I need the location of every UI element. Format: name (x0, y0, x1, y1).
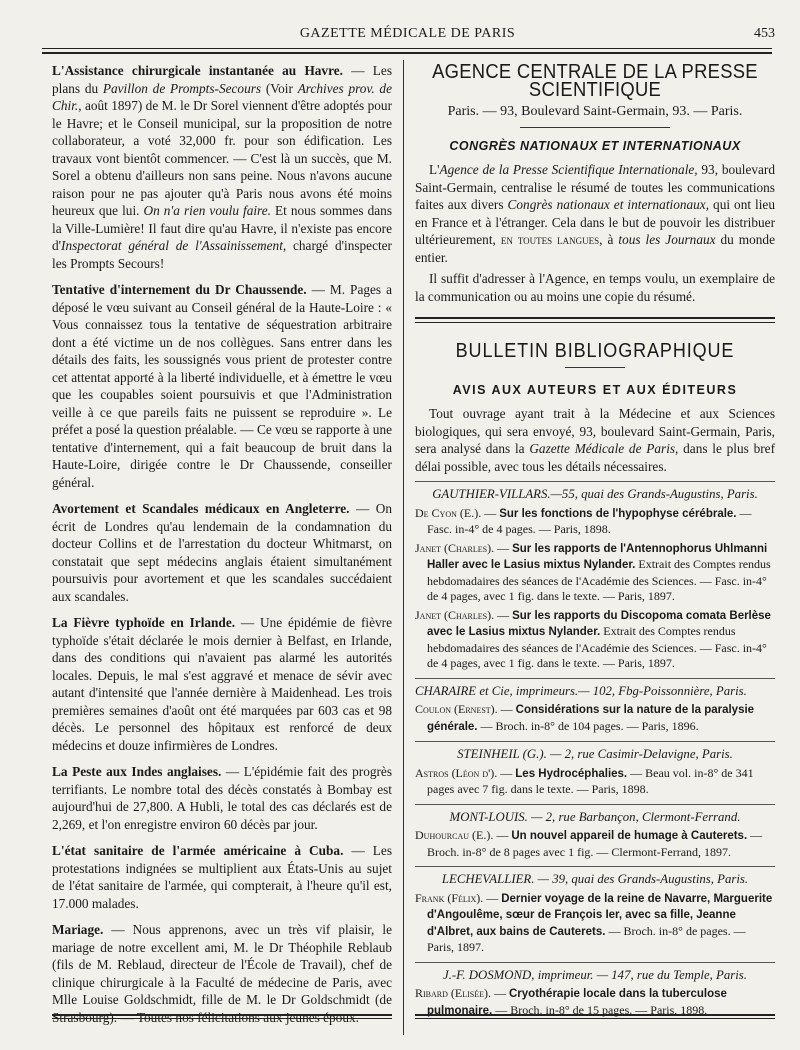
text: du monde entier. (415, 232, 775, 265)
right-column (415, 62, 775, 1022)
entry-author: Astros (Léon d'). (415, 765, 498, 780)
text: 93, boulevard Saint-Germain, centralise le résumé de toutes les communications faites aux divers (415, 162, 775, 212)
article-heading: L'état sanitaire de l'armée américaine à Cuba. (52, 843, 344, 858)
article-text: Et nous sommes dans la Ville-Lumière! Il faut dire qu'au Havre, il n'existe pas encore d' (52, 203, 392, 253)
page-header (40, 22, 775, 46)
column-divider (403, 60, 404, 1035)
footer-rule-left-thin (52, 1018, 392, 1019)
section-rule (520, 127, 670, 128)
entry-title: Dernier voyage de la reine de Navarre, Marguerite d'Angoulême, sœur de François Ier, avec sa fille, Jeanne d'Albret, aux bains de Cauterets. (427, 892, 773, 938)
article-havre (52, 62, 392, 272)
article-mariage (52, 921, 392, 1026)
text-italic: tous les Journaux (618, 232, 716, 247)
footer-rule-right (415, 1014, 775, 1016)
publisher-charaire: CHARAIRE et Cie, imprimeurs.— 102, Fbg-Poissonnière, Paris. (415, 683, 747, 698)
article-italic: Inspectorat général de l'Assainissement, (61, 238, 287, 253)
biblio-entry (415, 828, 775, 860)
entry-sep: — (497, 765, 516, 780)
avis-title: AVIS AUX AUTEURS ET AUX ÉDITEURS (452, 382, 738, 397)
publisher-steinheil: STEINHEIL (G.). — 2, rue Casimir-Delavigne, Paris. (457, 747, 733, 761)
entry-author: Duhourcau (E.). (415, 828, 494, 842)
entry-details: — Broch. in-8° de 15 pages. — Paris, 1898. (492, 1002, 708, 1017)
publisher-mont-louis: MONT-LOUIS. — 2, rue Barbançon, Clermont-Ferrand. (449, 809, 741, 824)
article-text: — Les protestations indignées se multiplient aux États-Unis au sujet de l'état sanitaire de l'armée, qui compterait, à l'heure qu'il est, 17.000 malades. (52, 843, 392, 911)
text-italic: Gazette Médicale de Paris, (529, 441, 679, 456)
entry-title: Sur les rapports du Discopoma comata Berlèse avec le Lasius mixtus Nylander. (427, 609, 771, 638)
text-italic: Agence de la Presse Scientifique Internationale, (439, 162, 698, 177)
entry-sep: — (493, 828, 512, 842)
entry-rule (415, 866, 775, 867)
article-text: (Voir (261, 80, 298, 96)
entry-rule (415, 804, 775, 805)
article-text: , août 1897) de M. le Dr Sorel viennent d'être adoptés pour le Havre; et le Conseil municipal, sur la proposition de notre collaborateur, a voté 32,000 fr. pour son édification. Les travaux vont bientôt commencer. — C'est là un succès, que M. Sorel a obtenu d'ailleurs non sans peine. Nous n'avons aucune raison pour ne pas ajouter qu'à Paris nous avons été moins heureux que lui. (52, 98, 392, 218)
congres-title: CONGRÈS NATIONAUX ET INTERNATIONAUX (449, 138, 741, 153)
header-rule (42, 48, 772, 49)
footer-rule-right-thin (415, 1018, 775, 1019)
page-number: 453 (754, 26, 775, 41)
biblio-entry (415, 608, 775, 672)
article-italic: Pavillon de Prompts-Secours (102, 80, 262, 96)
text: qui ont lieu en France et à l'étranger. Cela dans le but de pouvoir les distribuer ultérieurement, (415, 197, 775, 247)
section-rule-thin (415, 322, 775, 323)
entry-rule (415, 481, 775, 482)
article-irlande (52, 614, 392, 754)
left-column (52, 62, 392, 1035)
entry-author: Frank (Félix). (415, 890, 484, 905)
agency-paragraph-1 (415, 161, 775, 266)
agency-title: AGENCE CENTRALE DE LA PRESSE SCIENTIFIQUE (432, 61, 758, 101)
entry-sep: — (491, 986, 509, 1000)
entry-sep: — (494, 607, 513, 622)
article-text: — On écrit de Londres qu'au lendemain de la condamnation du docteur Collins et de l'arrestation du docteur Whitmarst, on constatait que sept médecins anglais étaient simultanément poursuivis pour avortement et que les scandales succédaient aux scandales. (52, 501, 392, 604)
text-small-caps: en toutes langues (500, 232, 600, 247)
article-chaussende (52, 281, 392, 491)
entry-title: Les Hydrocéphalies. (515, 767, 628, 780)
agency-address: Paris. — 93, Boulevard Saint-Germain, 93. — Paris. (447, 104, 743, 119)
entry-title: Un nouvel appareil de humage à Cauterets. (511, 830, 748, 842)
article-text: chargé d'inspecter les Prompts Secours! (52, 238, 392, 271)
article-text: — Une épidémie de fièvre typhoïde s'était déclarée le mois dernier à Belfast, en Irlande, dans des conditions qui n'avaient pas alarmé les autorités locales. Depuis, le mal s'est aggravé et menace de sévir avec autant d'intensité que l'année dernière à Maidenhead. Les trois premières semaines d'août ont été marquées par 603 cas et 98 décès. Le personnel des hôpitaux est renforcé de deux médecins et douze infirmières de Londres. (52, 615, 393, 753)
entry-sep: — (497, 702, 516, 716)
entry-details: — Beau vol. in-8° de 341 pages avec 7 fig. dans le texte. — Paris, 1898. (427, 765, 754, 796)
text-italic: Congrès nationaux et internationaux, (507, 197, 710, 212)
entry-sep: — (494, 540, 513, 555)
article-angleterre (52, 500, 392, 605)
entry-details: — Broch. in-8° de pages. — Paris, 1897. (427, 923, 746, 954)
article-text: — M. Pages a déposé le vœu suivant au Conseil général de la Haute-Loire : « Vous connaissez tous la tentative de séquestration arbitraire dont a été victime un de nos collègues. Sans entrer dans les détails des faits, les soussignés vous prient de protester contre cet attentat apporté à la liberté individuelle, et à émettre le vœu que les coupables soient poursuivis et que l'Administration veille à ce que pareils faits ne puissent se reproduire ». Le préfet a posé la question préalable. — Ce vœu se rapporte à une tentative d'internement, qui a fait beaucoup de bruit dans la Haute-Loire, dirigée contre le Dr Chaussende, conseiller général. (52, 282, 392, 490)
article-heading: Avortement et Scandales médicaux en Angleterre. (52, 501, 350, 516)
entry-title: Sur les rapports de l'Antennophorus Uhlmanni Haller avec le Lasius mixtus Nylander. (427, 542, 768, 571)
article-cuba (52, 842, 392, 912)
entry-author: De Cyon (E.). (415, 505, 482, 520)
entry-title: Considérations sur la nature de la paralysie générale. (427, 704, 755, 733)
publisher-dosmond: J.-F. DOSMOND, imprimeur. — 147, rue du Temple, Paris. (443, 967, 747, 982)
text: , à (599, 232, 619, 247)
header-rule-thick (42, 52, 772, 54)
article-text: — Les plans du (52, 63, 392, 96)
section-rule (565, 367, 625, 368)
biblio-entry (415, 766, 775, 798)
entry-author: Ribard (Elisée). (415, 986, 491, 1000)
agency-paragraph-2: Il suffit d'adresser à l'Agence, en temps voulu, un exemplaire de la communication ou au moins une copie du résumé. (415, 271, 775, 304)
entry-sep: — (481, 505, 500, 520)
article-italic: Archives prov. de Chir. (52, 80, 392, 113)
avis-paragraph (415, 405, 775, 475)
entry-rule (415, 678, 775, 679)
entry-author: Janet (Charles). (415, 607, 495, 622)
entry-details: — Fasc. in-4° de 4 pages. — Paris, 1898. (427, 505, 752, 536)
entry-title: Cryothérapie locale dans la tuberculose pulmonaire. (427, 988, 727, 1017)
footer-rule-left (52, 1014, 392, 1016)
publisher-lechevallier: LECHEVALLIER. — 39, quai des Grands-Augustins, Paris. (441, 872, 749, 886)
article-text: — Nous apprenons, avec un très vif plaisir, le mariage de notre excellent ami, M. le Dr Théophile Reblaub (fils de M. Reblaud, directeur de l'École de Travail), chef de clinique chirurgicale à la Faculté de médecine de Paris, avec Mlle Louise Goldschmidt, fille de M. le Dr Goldschmidt (de Strasbourg). — Toutes nos félicitations aux jeunes époux. (52, 922, 392, 1025)
entry-author: Janet (Charles). (415, 540, 495, 555)
article-heading: Mariage. (52, 922, 104, 937)
text: dans le plus bref délai possible, avec tous les détails nécessaires. (415, 441, 775, 474)
bulletin-title: BULLETIN BIBLIOGRAPHIQUE (455, 340, 735, 362)
article-heading: La Fièvre typhoïde en Irlande. (52, 615, 236, 630)
entry-details: Extrait des Comptes rendus hebdomadaires des séances de l'Académie des Sciences. — Fasc. in-4° de 4 pages, avec 1 fig. dans le texte. — Paris, 1897. (427, 624, 767, 670)
text: Tout ouvrage ayant trait à la Médecine et aux Sciences biologiques, qui sera envoyé, 93, boulevard Saint-Germain, Paris, sera analysé dans la (415, 406, 775, 456)
article-heading: La Peste aux Indes anglaises. (52, 764, 222, 779)
biblio-entry (415, 541, 775, 605)
publisher-gauthier-villars: GAUTHIER-VILLARS.—55, quai des Grands-Augustins, Paris. (432, 487, 758, 501)
biblio-entry (415, 702, 775, 735)
entry-details: — Broch. in-8° de 8 pages avec 1 fig. — Clermont-Ferrand, 1897. (427, 828, 763, 859)
article-heading: L'Assistance chirurgicale instantanée au Havre. (52, 63, 343, 78)
biblio-entry (415, 891, 775, 956)
section-rule-thick (415, 317, 775, 319)
entry-details: — Broch. in-8° de 104 pages. — Paris, 1896. (477, 718, 699, 733)
running-title: GAZETTE MÉDICALE DE PARIS (299, 26, 516, 41)
article-text: — L'épidémie fait des progrès terrifiants. Le nombre total des décès constatés à Bombay est aujourd'hui de 27,800. A Hubli, le total des cas déclarés est de 2,269, et l'on enregistre environ 60 décès par jour. (52, 764, 392, 832)
text: L' (429, 162, 440, 177)
entry-sep: — (483, 890, 502, 905)
entry-rule (415, 741, 775, 742)
entry-rule (415, 962, 775, 963)
article-peste (52, 763, 392, 833)
article-italic: On n'a rien voulu faire. (143, 203, 271, 218)
biblio-entry (415, 506, 775, 538)
article-heading: Tentative d'internement du Dr Chaussende. (52, 282, 307, 297)
entry-title: Sur les fonctions de l'hypophyse cérébrale. (499, 507, 737, 520)
entry-details: Extrait des Comptes rendus hebdomadaires des séances de l'Académie des Sciences. — Fasc. in-4° de 4 pages, avec 1 fig. dans le texte. — Paris, 1897. (427, 557, 771, 603)
entry-author: Coulon (Ernest). (415, 702, 498, 716)
